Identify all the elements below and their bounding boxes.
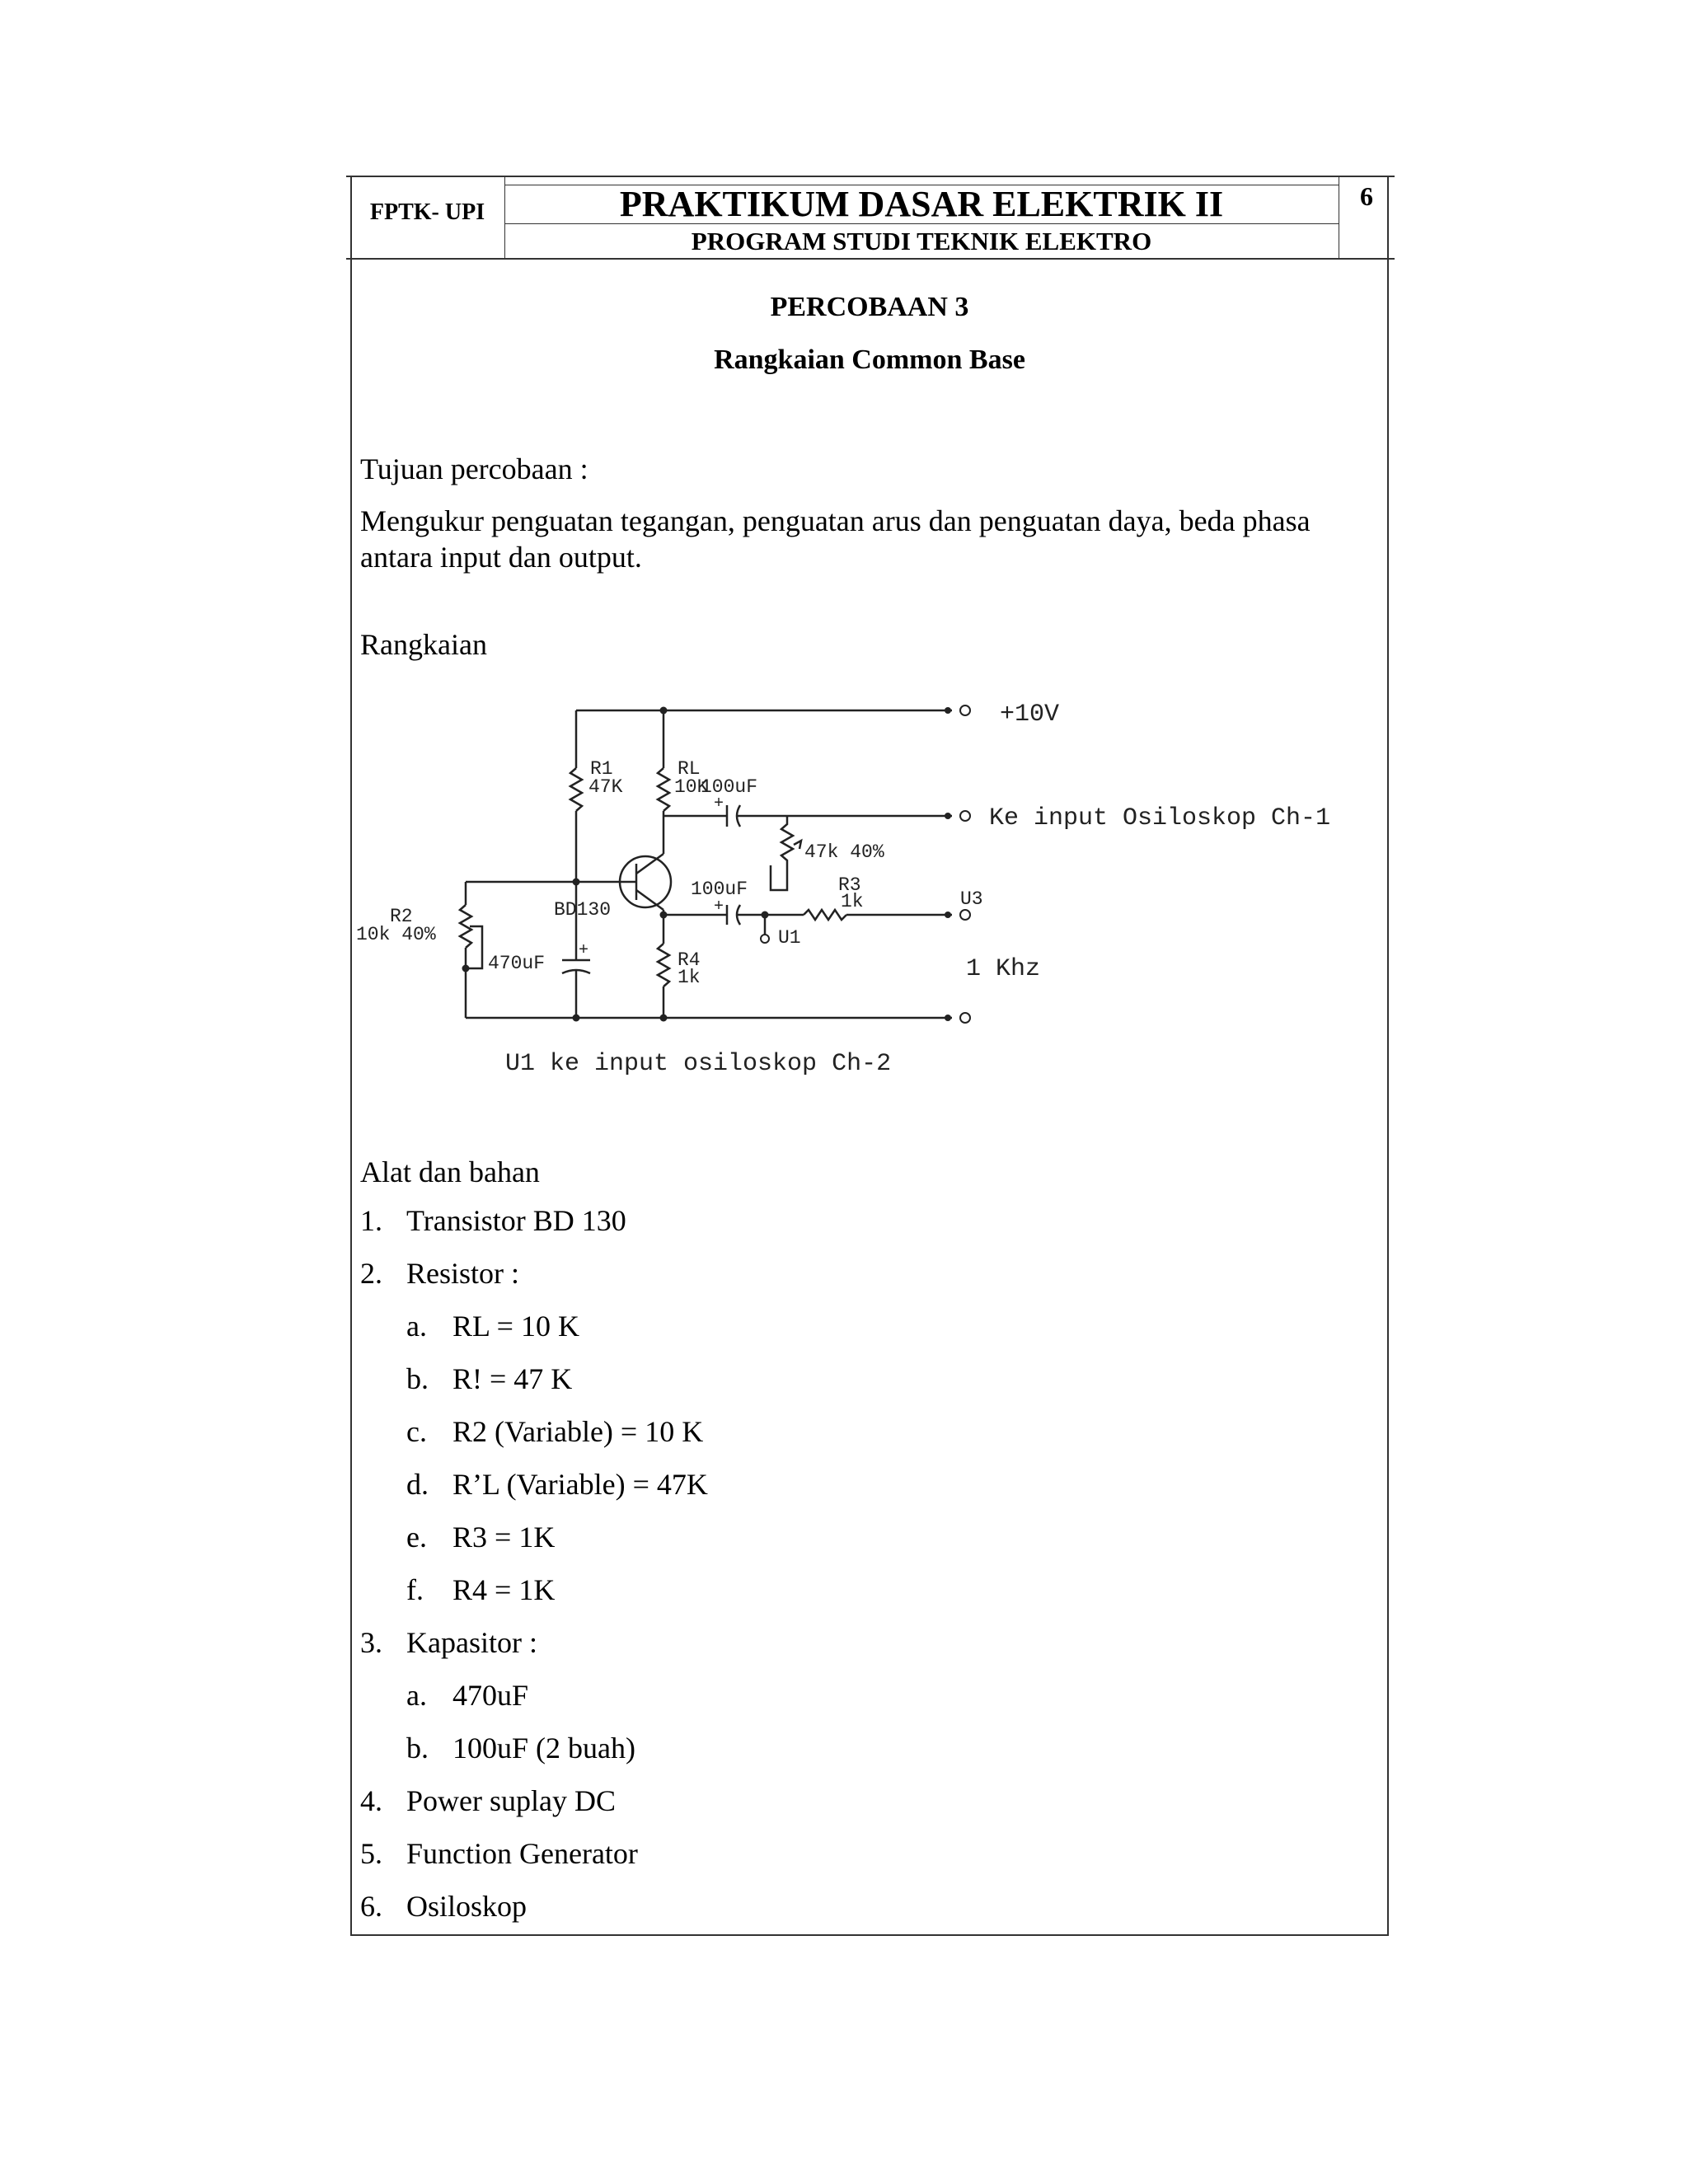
page-number: 6 (1360, 181, 1373, 211)
document-title: PRAKTIKUM DASAR ELEKTRIK II (619, 184, 1224, 224)
label-supply: +10V (1000, 701, 1060, 729)
label-r3-value: 1k (841, 891, 864, 912)
label-pot-rl: 47k 40% (804, 841, 884, 863)
label-output-ch1: Ke input Osiloskop Ch-1 (989, 804, 1331, 832)
label-cap-in-plus: + (714, 898, 724, 916)
label-r2-value: 10k 40% (356, 924, 436, 945)
header-rule-top (346, 176, 1395, 177)
circuit-diagram (346, 692, 1385, 1104)
objective-heading: Tujuan percobaan : (360, 452, 588, 485)
label-rl-value: 10K (674, 776, 709, 798)
label-cap-base-plus: + (579, 941, 589, 960)
label-r1-name: R1 (590, 758, 613, 780)
label-cap-out: 100uF (701, 776, 758, 798)
experiment-title: Rangkaian Common Base (714, 344, 1025, 375)
label-cap-out-plus: + (714, 794, 724, 813)
label-cap-in: 100uF (691, 879, 748, 900)
label-rl-name: RL (678, 758, 701, 780)
label-r2-name: R2 (390, 906, 413, 927)
label-r4-value: 1k (678, 967, 701, 988)
materials-heading: Alat dan bahan (360, 1155, 540, 1188)
header-rule-bottom (346, 258, 1395, 260)
label-u1: U1 (778, 927, 801, 949)
label-u3: U3 (960, 888, 983, 910)
label-r4-name: R4 (678, 949, 701, 971)
label-transistor: BD130 (554, 899, 612, 921)
circuit-heading: Rangkaian (360, 628, 487, 661)
circuit-caption: U1 ke input osiloskop Ch-2 (505, 1050, 892, 1078)
institution-label: FPTK- UPI (369, 199, 485, 225)
objective-text: Mengukur penguatan tegangan, penguatan arus dan penguatan daya, beda phasa antara input dan output. (360, 504, 1311, 574)
program-subtitle: PROGRAM STUDI TEKNIK ELEKTRO (691, 227, 1152, 255)
label-cap-base: 470uF (488, 953, 546, 974)
experiment-label: PERCOBAAN 3 (770, 292, 969, 322)
label-frequency: 1 Khz (966, 955, 1041, 983)
label-r1-value: 47K (588, 776, 623, 798)
label-r3-name: R3 (838, 874, 861, 896)
